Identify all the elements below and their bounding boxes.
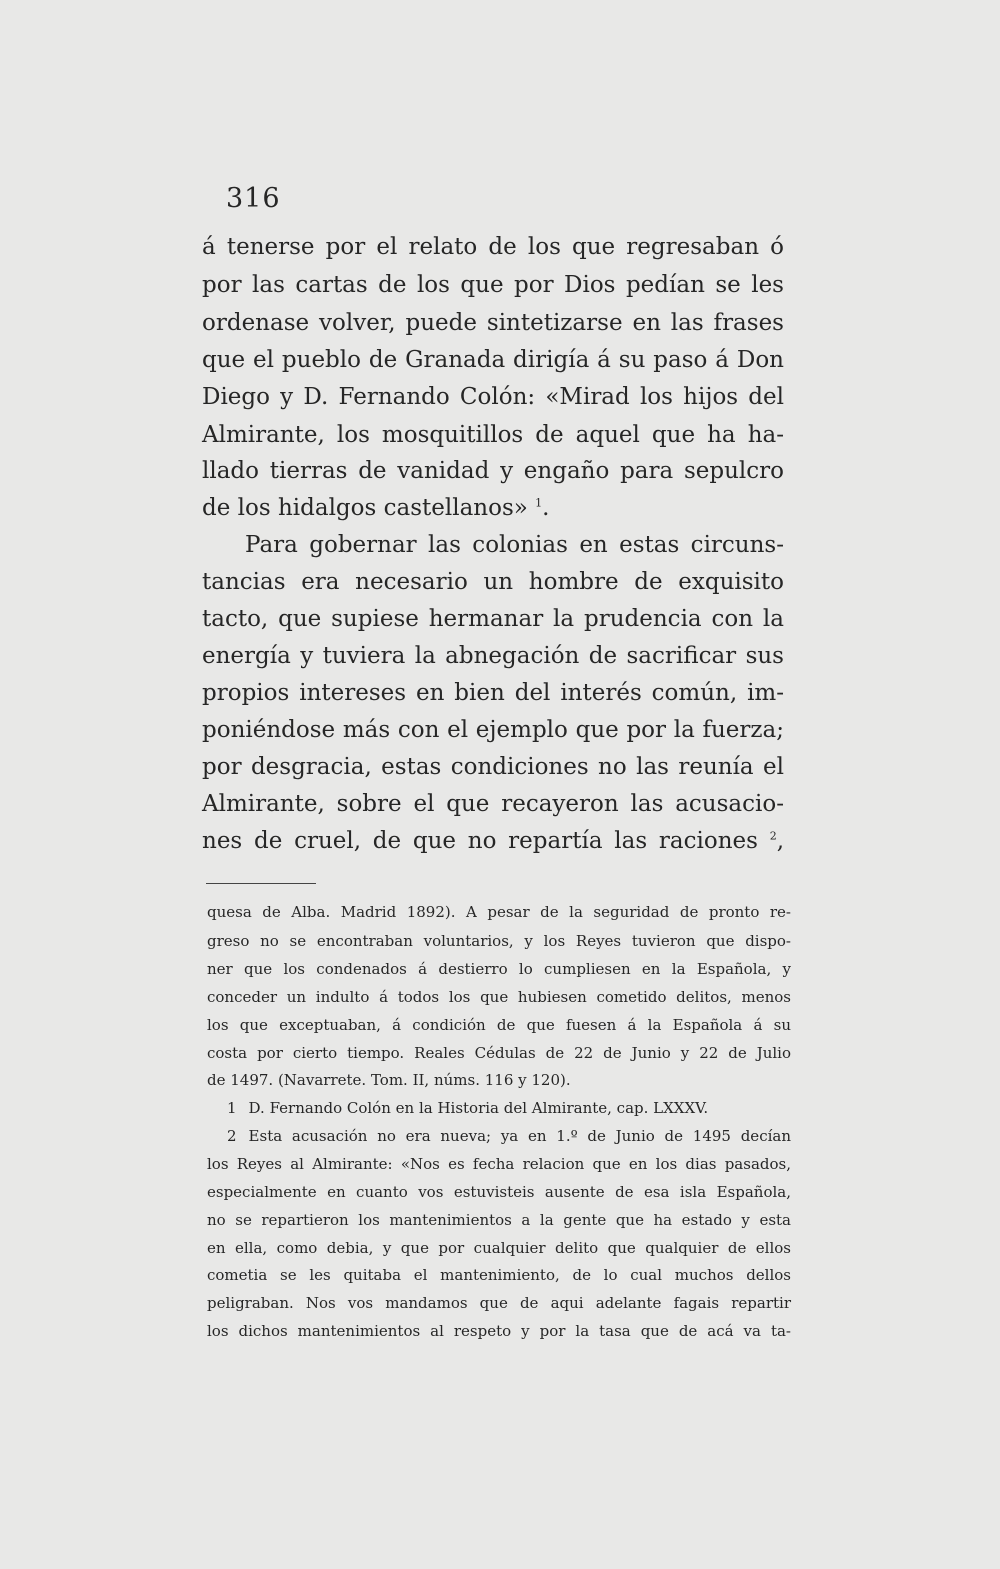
body-line: Almirante, sobre el que recayeron las acusacio- — [202, 791, 784, 817]
footnote-line: en ella, como debia, y que por cualquier delito que qualquier de ellos — [207, 1239, 791, 1257]
footnote-2 — [227, 1125, 791, 1147]
body-line: Para gobernar las colonias en estas circuns- — [245, 532, 784, 558]
body-line: llado tierras de vanidad y engaño para sepulcro — [202, 458, 784, 484]
body-line: Almirante, los mosquitillos de aquel que ha ha- — [202, 422, 784, 448]
body-line: á tenerse por el relato de los que regresaban ó — [202, 234, 784, 260]
footnote-2-number: 2 — [227, 1127, 237, 1145]
footnote-2-first-line: Esta acusación no era nueva; ya en 1.º de Junio de 1495 decían — [248, 1127, 791, 1145]
body-line-end: . — [542, 495, 550, 521]
footnote-line: los dichos mantenimientos al respeto y por la tasa que de acá va ta- — [207, 1322, 791, 1340]
footnote-line: no se repartieron los mantenimientos a la gente que ha estado y esta — [207, 1211, 791, 1229]
body-line — [202, 826, 784, 856]
footnote-line: de 1497. (Navarrete. Tom. II, núms. 116 y 120). — [207, 1071, 571, 1089]
footnote-line: los que exceptuaban, á condición de que fuesen á la Española á su — [207, 1016, 791, 1034]
footnote-line: especialmente en cuanto vos estuvisteis ausente de esa isla Española, — [207, 1183, 791, 1201]
body-line: ordenase volver, puede sintetizarse en las frases — [202, 310, 784, 336]
body-line: tacto, que supiese hermanar la prudencia con la — [202, 606, 784, 632]
body-line: Diego y D. Fernando Colón: «Mirad los hijos del — [202, 384, 784, 410]
footnote-1-text: D. Fernando Colón en la Historia del Almirante, cap. LXXXV. — [248, 1099, 709, 1117]
body-line-text: nes de cruel, de que no repartía las raciones — [202, 828, 758, 854]
body-line: propios intereses en bien del interés común, im- — [202, 680, 784, 706]
footnote-line: los Reyes al Almirante: «Nos es fecha relacion que en los dias pasados, — [207, 1155, 791, 1173]
footnote-ref-1: 1 — [535, 496, 543, 510]
footnote-1-number: 1 — [227, 1099, 237, 1117]
body-line: tancias era necesario un hombre de exquisito — [202, 569, 784, 595]
footnote-line: peligraban. Nos vos mandamos que de aqui adelante fagais repartir — [207, 1294, 791, 1312]
footnote-line: costa por cierto tiempo. Reales Cédulas de 22 de Junio y 22 de Julio — [207, 1044, 791, 1062]
footnote-1 — [227, 1097, 791, 1119]
body-line: por las cartas de los que por Dios pedían se les — [202, 272, 784, 298]
footnote-line: ner que los condenados á destierro lo cumpliesen en la Española, y — [207, 960, 791, 978]
footnote-line: conceder un indulto á todos los que hubiesen cometido delitos, menos — [207, 988, 791, 1006]
footnote-line: quesa de Alba. Madrid 1892). A pesar de la seguridad de pronto re- — [207, 903, 791, 921]
body-line: que el pueblo de Granada dirigía á su paso á Don — [202, 347, 784, 373]
page-number: 316 — [226, 183, 281, 214]
footnote-divider — [206, 883, 316, 884]
body-line: energía y tuviera la abnegación de sacrificar sus — [202, 643, 784, 669]
body-line: por desgracia, estas condiciones no las reunía el — [202, 754, 784, 780]
body-line — [202, 493, 784, 523]
footnote-line: cometia se les quitaba el mantenimiento, de lo cual muchos dellos — [207, 1266, 791, 1284]
footnote-ref-2: 2 — [769, 829, 777, 843]
body-line: poniéndose más con el ejemplo que por la fuerza; — [202, 717, 784, 743]
body-line-end: , — [776, 828, 785, 854]
body-line-text: de los hidalgos castellanos» — [202, 495, 528, 521]
footnote-line: greso no se encontraban voluntarios, y los Reyes tuvieron que dispo- — [207, 932, 791, 950]
